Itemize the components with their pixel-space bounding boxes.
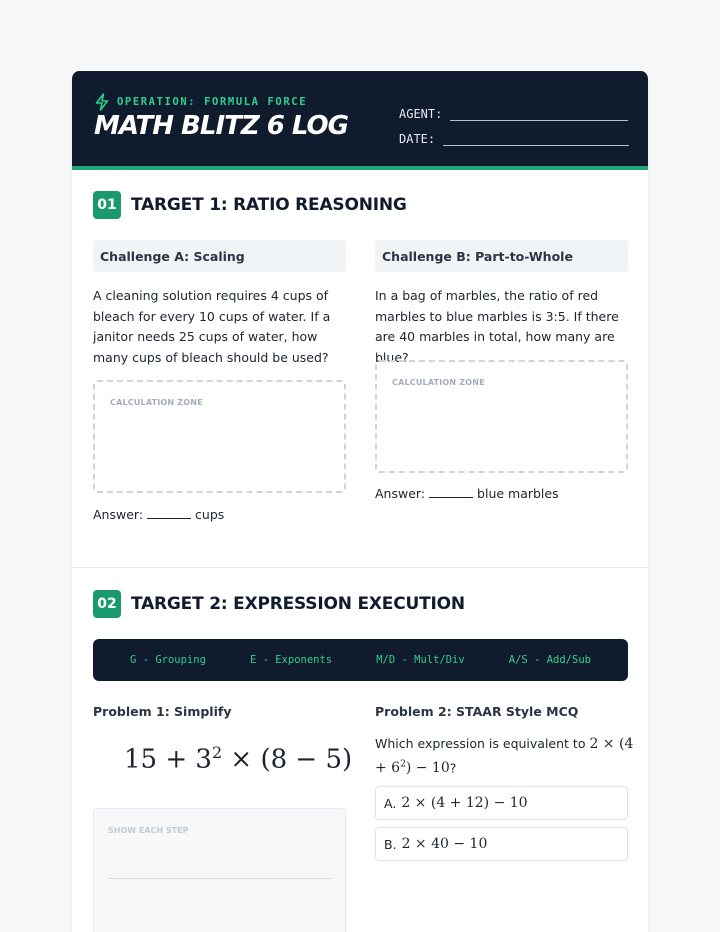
date-field[interactable] bbox=[399, 121, 629, 146]
problem-2-question bbox=[375, 734, 635, 779]
question-expression-2 bbox=[375, 760, 450, 776]
answer-label: Answer: bbox=[93, 507, 144, 522]
worksheet bbox=[71, 71, 649, 932]
answer-unit: blue marbles bbox=[477, 486, 559, 501]
date-line[interactable] bbox=[443, 132, 629, 146]
date-label: DATE: bbox=[399, 132, 436, 146]
option-expression: 2 × (4 + 12) − 10 bbox=[401, 795, 528, 811]
kicker bbox=[94, 93, 307, 111]
agent-line[interactable] bbox=[450, 107, 628, 121]
show-steps-label: SHOW EACH STEP bbox=[108, 826, 189, 835]
pemdas-add-sub: A/S - Add/Sub bbox=[508, 654, 591, 666]
challenge-a-calculation-zone[interactable] bbox=[93, 380, 346, 493]
option-a[interactable] bbox=[375, 786, 628, 820]
page-title: MATH BLITZ 6 LOG bbox=[94, 111, 348, 141]
challenge-b-calculation-zone[interactable] bbox=[375, 360, 628, 473]
section-divider bbox=[72, 567, 649, 568]
question-mark: ? bbox=[449, 760, 457, 776]
question-expression-2-exponent: 2 bbox=[400, 759, 406, 770]
expression-exponent: 2 bbox=[211, 743, 223, 762]
agent-label: AGENT: bbox=[399, 107, 443, 121]
answer-blank[interactable] bbox=[429, 497, 473, 498]
agent-field[interactable] bbox=[399, 96, 629, 121]
option-expression: 2 × 40 − 10 bbox=[401, 836, 488, 852]
option-letter: A. bbox=[384, 795, 397, 811]
expression-tail: × (8 − 5) bbox=[222, 744, 353, 775]
target2-title: TARGET 2: EXPRESSION EXECUTION bbox=[131, 594, 465, 614]
answer-blank[interactable] bbox=[147, 518, 191, 519]
problem-1-work-area[interactable] bbox=[93, 808, 346, 932]
question-expression-2-lead: + 6 bbox=[375, 760, 401, 777]
header-accent-bar bbox=[72, 166, 649, 170]
operation-label: OPERATION: FORMULA FORCE bbox=[117, 96, 308, 108]
target2-heading bbox=[93, 590, 465, 618]
challenge-a-text: A cleaning solution requires 4 cups of bleach for every 10 cups of water. If a janitor needs 25 cups of water, how many cups of bleach should be used? bbox=[93, 288, 331, 365]
question-expression-2-tail: ) − 10 bbox=[405, 760, 450, 777]
option-b[interactable] bbox=[375, 827, 628, 861]
work-line bbox=[108, 878, 333, 879]
answer-label: Answer: bbox=[375, 486, 426, 501]
challenge-b-answer bbox=[375, 486, 559, 501]
pemdas-grouping: G - Grouping bbox=[130, 654, 206, 666]
challenge-b-title: Challenge B: Part-to-Whole bbox=[375, 240, 628, 272]
worksheet-header bbox=[72, 71, 649, 166]
calculation-zone-label: CALCULATION ZONE bbox=[392, 378, 485, 387]
challenge-a-title: Challenge A: Scaling bbox=[93, 240, 346, 272]
target1-title: TARGET 1: RATIO REASONING bbox=[131, 195, 407, 215]
problem-2-title: Problem 2: STAAR Style MCQ bbox=[375, 704, 579, 719]
calculation-zone-label: CALCULATION ZONE bbox=[110, 398, 203, 407]
challenge-b-text: In a bag of marbles, the ratio of red marbles to blue marbles is 3:5. If there are 40 marbles in total, how many are blue? bbox=[375, 288, 619, 365]
question-text: Which expression is equivalent to bbox=[375, 736, 586, 751]
order-of-operations-bar bbox=[93, 639, 628, 681]
agent-date-fields bbox=[399, 96, 629, 146]
target2-badge: 02 bbox=[93, 590, 121, 618]
problem-1-expression bbox=[124, 743, 352, 775]
lightning-icon bbox=[94, 93, 110, 111]
option-letter: B. bbox=[384, 836, 397, 852]
expression-lead: 15 + 3 bbox=[124, 744, 212, 775]
pemdas-mult-div: M/D - Mult/Div bbox=[376, 654, 465, 666]
target1-badge: 01 bbox=[93, 191, 121, 219]
challenge-a-answer bbox=[93, 507, 224, 522]
pemdas-exponents: E - Exponents bbox=[249, 654, 333, 666]
answer-unit: cups bbox=[195, 507, 225, 522]
target1-heading bbox=[93, 191, 407, 219]
question-expression-1: 2 × (4 bbox=[589, 736, 634, 752]
problem-1-title: Problem 1: Simplify bbox=[93, 704, 232, 719]
